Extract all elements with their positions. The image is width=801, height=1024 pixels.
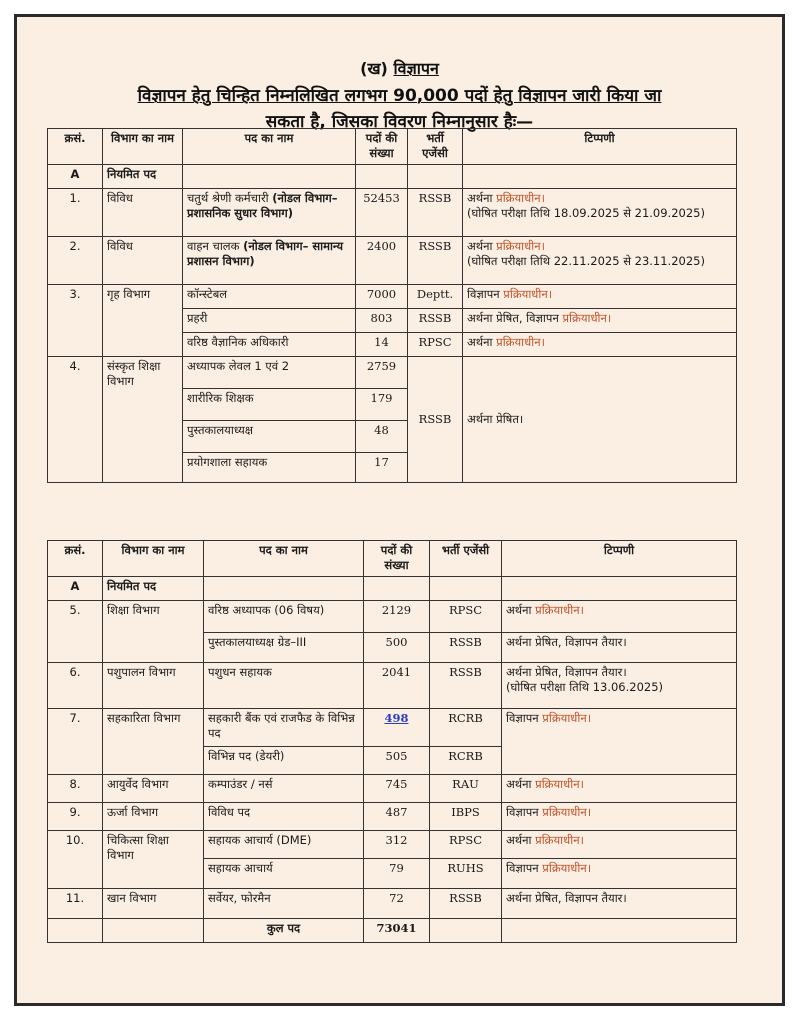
col-header-note: टिप्पणी	[463, 129, 737, 165]
row-sn: 7.	[48, 709, 103, 775]
posts-table-1	[47, 128, 737, 483]
row-note	[502, 633, 737, 663]
section-title: नियमित पद	[103, 577, 204, 601]
row-post: सहकारी बैंक एवं राजफैड के विभिन्न पद	[204, 709, 364, 747]
note-status: प्रक्रियाधीन।	[535, 833, 584, 847]
section-title: नियमित पद	[103, 165, 183, 189]
row-count: 803	[356, 309, 408, 333]
row-dept: गृह विभाग	[103, 285, 183, 357]
col-header-count: पदों की संख्या	[364, 541, 430, 577]
row-dept: शिक्षा विभाग	[103, 601, 204, 663]
row-count: 48	[356, 421, 408, 453]
note-text: अर्थना	[467, 239, 497, 253]
row-agency: RCRB	[430, 709, 502, 747]
row-note	[502, 601, 737, 633]
row-dept: पशुपालन विभाग	[103, 663, 204, 709]
row-post: वरिष्ठ वैज्ञानिक अधिकारी	[183, 333, 356, 357]
note-status: प्रक्रियाधीन।	[542, 711, 592, 725]
row-post: सर्वेयर, फोरमैन	[204, 889, 364, 919]
note-text: विज्ञापन	[506, 861, 543, 875]
table-row	[48, 663, 737, 709]
row-count: 312	[364, 831, 430, 859]
row-post: विभिन्न पद (डेयरी)	[204, 747, 364, 775]
post-nodal: (नोडल विभाग– सामान्य प्रशासन विभाग)	[187, 239, 343, 268]
post-nodal: (नोडल विभाग– प्रशासनिक सुधार विभाग)	[187, 191, 338, 220]
row-agency: RSSB	[408, 189, 463, 237]
row-count: 2400	[356, 237, 408, 285]
row-agency: RSSB	[430, 889, 502, 919]
row-sn: 10.	[48, 831, 103, 889]
row-post: अध्यापक लेवल 1 एवं 2	[183, 357, 356, 389]
note-exam-date: (घोषित परीक्षा तिथि 18.09.2025 से 21.09.2025)	[467, 206, 705, 220]
note-text: अर्थना प्रेषित, विज्ञापन तैयार।	[506, 665, 627, 679]
row-post: शारीरिक शिक्षक	[183, 389, 356, 421]
row-agency: RSSB	[408, 357, 463, 483]
row-dept: विविध	[103, 237, 183, 285]
row-count: 7000	[356, 285, 408, 309]
col-header-dept: विभाग का नाम	[103, 541, 204, 577]
row-agency: RSSB	[408, 309, 463, 333]
row-post: पुस्तकालयाध्यक्ष ग्रेड–III	[204, 633, 364, 663]
row-agency: RSSB	[430, 663, 502, 709]
row-post: वरिष्ठ अध्यापक (06 विषय)	[204, 601, 364, 633]
table-row	[48, 285, 737, 309]
row-note	[502, 831, 737, 859]
row-count: 505	[364, 747, 430, 775]
note-text: विज्ञापन	[506, 711, 543, 725]
row-post: प्रयोगशाला सहायक	[183, 453, 356, 483]
note-text: विज्ञापन	[506, 805, 543, 819]
table-row	[48, 601, 737, 633]
row-count: 72	[364, 889, 430, 919]
row-note	[502, 859, 737, 889]
heading-line-3-text: सकता है, जिसका विवरण निम्नानुसार हैः—	[265, 112, 534, 132]
row-sn: 3.	[48, 285, 103, 357]
row-agency: Deptt.	[408, 285, 463, 309]
row-count: 2129	[364, 601, 430, 633]
post-text: चतुर्थ श्रेणी कर्मचारी	[187, 191, 273, 205]
col-header-agency: भर्ती एजेंसी	[408, 129, 463, 165]
row-dept: आयुर्वेद विभाग	[103, 775, 204, 803]
row-dept: संस्कृत शिक्षा विभाग	[103, 357, 183, 483]
row-agency: RPSC	[408, 333, 463, 357]
row-dept: चिकित्सा शिक्षा विभाग	[103, 831, 204, 889]
row-agency: IBPS	[430, 803, 502, 831]
row-post: प्रहरी	[183, 309, 356, 333]
row-post: सहायक आचार्य	[204, 859, 364, 889]
note-status: प्रक्रियाधीन।	[542, 861, 592, 875]
heading-title: विज्ञापन	[393, 59, 439, 78]
note-status: प्रक्रियाधीन।	[535, 603, 584, 617]
row-post: पुस्तकालयाध्यक्ष	[183, 421, 356, 453]
row-sn: 2.	[48, 237, 103, 285]
col-header-post: पद का नाम	[204, 541, 364, 577]
row-post: कम्पाउंडर / नर्स	[204, 775, 364, 803]
section-label: A	[48, 577, 103, 601]
table-row	[48, 803, 737, 831]
heading-line-2	[17, 83, 782, 106]
col-header-agency: भर्ती एजेंसी	[430, 541, 502, 577]
table-row	[48, 357, 737, 389]
heading-line-2-text: विज्ञापन हेतु चिन्हित निम्नलिखित लगभग 90,000 पदों हेतु विज्ञापन जारी किया जा	[137, 86, 662, 106]
row-dept: सहकारिता विभाग	[103, 709, 204, 775]
section-row	[48, 577, 737, 601]
row-note: अर्थना प्रेषित।	[463, 357, 737, 483]
row-count: 179	[356, 389, 408, 421]
row-count	[364, 709, 430, 747]
note-text: अर्थना	[467, 191, 497, 205]
row-count: 52453	[356, 189, 408, 237]
row-count: 17	[356, 453, 408, 483]
row-dept: ऊर्जा विभाग	[103, 803, 204, 831]
row-note	[502, 775, 737, 803]
note-text: अर्थना	[506, 603, 536, 617]
row-sn: 9.	[48, 803, 103, 831]
total-label: कुल पद	[204, 919, 364, 943]
section-label: A	[48, 165, 103, 189]
note-status: प्रक्रियाधीन।	[496, 239, 545, 253]
row-note	[463, 285, 737, 309]
row-dept: विविध	[103, 189, 183, 237]
note-status: प्रक्रियाधीन।	[503, 287, 553, 301]
row-note	[502, 803, 737, 831]
row-count: 745	[364, 775, 430, 803]
row-note	[463, 309, 737, 333]
col-header-sn: क्रसं.	[48, 541, 103, 577]
row-note	[502, 663, 737, 709]
row-agency: RUHS	[430, 859, 502, 889]
note-status: प्रक्रियाधीन।	[535, 777, 584, 791]
row-post: कॉन्स्टेबल	[183, 285, 356, 309]
row-sn: 4.	[48, 357, 103, 483]
row-post: सहायक आचार्य (DME)	[204, 831, 364, 859]
row-count: 2759	[356, 357, 408, 389]
col-header-dept: विभाग का नाम	[103, 129, 183, 165]
total-row	[48, 919, 737, 943]
row-agency: RPSC	[430, 831, 502, 859]
note-text: अर्थना	[467, 335, 497, 349]
row-sn: 1.	[48, 189, 103, 237]
row-agency: RAU	[430, 775, 502, 803]
row-count: 500	[364, 633, 430, 663]
table-row	[48, 237, 737, 285]
row-count: 2041	[364, 663, 430, 709]
heading-prefix: (ख)	[360, 59, 388, 78]
row-agency: RPSC	[430, 601, 502, 633]
note-text: अर्थना	[506, 777, 536, 791]
row-post: पशुधन सहायक	[204, 663, 364, 709]
row-note	[463, 237, 737, 285]
total-value: 73041	[364, 919, 430, 943]
row-note	[502, 709, 737, 775]
table-row	[48, 831, 737, 859]
table-row	[48, 775, 737, 803]
table-row	[48, 709, 737, 747]
note-exam-date: (घोषित परीक्षा तिथि 13.06.2025)	[506, 680, 664, 694]
row-post: विविध पद	[204, 803, 364, 831]
note-status: प्रक्रियाधीन।	[542, 805, 592, 819]
row-sn: 11.	[48, 889, 103, 919]
section-row	[48, 165, 737, 189]
count-link[interactable]: 498	[384, 711, 409, 725]
row-agency: RSSB	[430, 633, 502, 663]
note-text: अर्थना प्रेषित, विज्ञापन	[467, 311, 563, 325]
row-sn: 8.	[48, 775, 103, 803]
row-dept: खान विभाग	[103, 889, 204, 919]
row-note: अर्थना प्रेषित, विज्ञापन तैयार।	[502, 889, 737, 919]
row-count: 487	[364, 803, 430, 831]
row-note	[463, 333, 737, 357]
row-post	[183, 237, 356, 285]
col-header-sn: क्रसं.	[48, 129, 103, 165]
row-note	[463, 189, 737, 237]
table-header-row	[48, 129, 737, 165]
table-header-row	[48, 541, 737, 577]
note-exam-date: (घोषित परीक्षा तिथि 22.11.2025 से 23.11.2025)	[467, 254, 705, 268]
note-status: प्रक्रियाधीन।	[562, 311, 612, 325]
heading-section	[17, 57, 782, 79]
row-agency: RCRB	[430, 747, 502, 775]
row-agency: RSSB	[408, 237, 463, 285]
note-status: प्रक्रियाधीन।	[496, 191, 545, 205]
note-status: प्रक्रियाधीन।	[496, 335, 545, 349]
post-text: वाहन चालक	[187, 239, 244, 253]
col-header-post: पद का नाम	[183, 129, 356, 165]
table-row	[48, 189, 737, 237]
col-header-note: टिप्पणी	[502, 541, 737, 577]
row-post	[183, 189, 356, 237]
note-text: विज्ञापन	[467, 287, 504, 301]
note-text: अर्थना प्रेषित, विज्ञापन तैयार।	[506, 635, 627, 649]
row-count: 79	[364, 859, 430, 889]
row-sn: 6.	[48, 663, 103, 709]
table-row	[48, 889, 737, 919]
posts-table-2	[47, 540, 737, 943]
col-header-count: पदों की संख्या	[356, 129, 408, 165]
row-count: 14	[356, 333, 408, 357]
row-sn: 5.	[48, 601, 103, 663]
note-text: अर्थना	[506, 833, 536, 847]
